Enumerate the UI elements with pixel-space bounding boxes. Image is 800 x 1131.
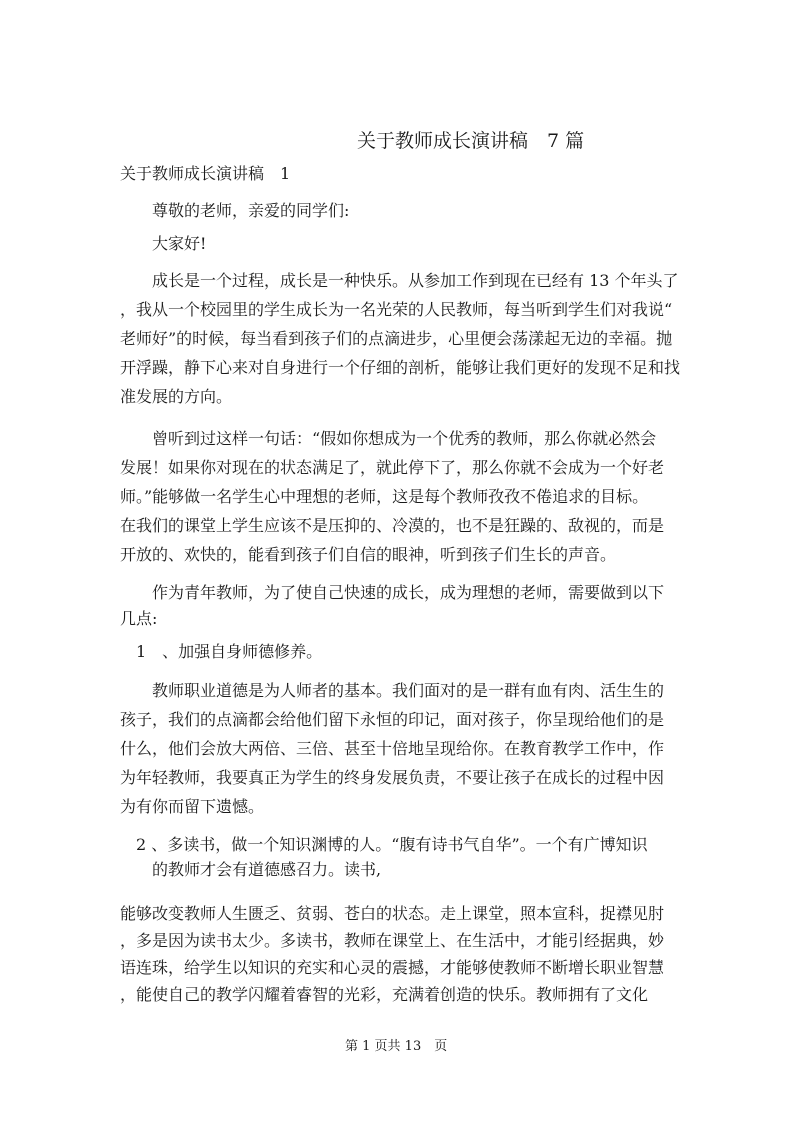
paragraph-3-line: 作为青年教师，为了使自己快速的成长，成为理想的老师，需要做到以下 <box>152 583 665 602</box>
paragraph-4-line: 为有你而留下遗憾。 <box>120 797 265 816</box>
paragraph-4-line: 什么，他们会放大两倍、三倍、甚至十倍地呈现给你。在教育教学工作中，作 <box>120 739 665 758</box>
list-item-1: 1 、加强自身师德修养。 <box>136 642 323 661</box>
paragraph-1-line: 成长是一个过程，成长是一种快乐。从参加工作到现在已经有 13 个年头了 <box>152 271 679 290</box>
paragraph-1-line: 开浮躁，静下心来对自身进行一个仔细的剖析，能够让我们更好的发现不足和找 <box>120 358 681 377</box>
paragraph-4-line: 教师职业道德是为人师者的基本。我们面对的是一群有血有肉、活生生的 <box>152 681 665 700</box>
paragraph-2-line: 曾听到过这样一句话：“假如你想成为一个优秀的教师，那么你就必然会 <box>152 429 657 448</box>
paragraph-5-line: 能够改变教师人生匮乏、贫弱、苍白的状态。走上课堂，照本宣科，捉襟见肘 <box>120 904 665 923</box>
page-footer: 第 1 页共 13 页 <box>345 1039 448 1054</box>
section-heading: 关于教师成长演讲稿 1 <box>120 164 291 183</box>
paragraph-1-line: 老师好”的时候，每当看到孩子们的点滴进步，心里便会荡漾起无边的幸福。抛 <box>120 329 673 348</box>
salutation: 尊敬的老师，亲爱的同学们: <box>152 201 350 220</box>
paragraph-3-line: 几点: <box>120 609 158 628</box>
greeting: 大家好! <box>152 234 207 253</box>
paragraph-2-line: 发展！如果你对现在的状态满足了，就此停下了，那么你就不会成为一个好老 <box>120 458 665 477</box>
paragraph-5-line: ，能使自己的教学闪耀着睿智的光彩，充满着创造的快乐。教师拥有了文化 <box>120 985 649 1004</box>
paragraph-4-line: 为年轻教师，我要真正为学生的终身发展负责，不要让孩子在成长的过程中因 <box>120 768 665 787</box>
paragraph-5-line: 语连珠，给学生以知识的充实和心灵的震撼，才能够使教师不断增长职业智慧 <box>120 958 665 977</box>
document-title: 关于教师成长演讲稿 7 篇 <box>357 130 585 152</box>
list-item-2-line: 的教师才会有道德感召力。读书, <box>152 860 382 879</box>
paragraph-2-line: 开放的、欢快的，能看到孩子们自信的眼神，听到孩子们生长的声音。 <box>120 545 617 564</box>
paragraph-5-line: ，多是因为读书太少。多读书，教师在课堂上、在生活中，才能引经据典，妙 <box>120 931 665 950</box>
paragraph-4-line: 孩子，我们的点滴都会给他们留下永恒的印记，面对孩子，你呈现给他们的是 <box>120 710 665 729</box>
paragraph-2-line: 师。”能够做一名学生心中理想的老师，这是每个教师孜孜不倦追求的目标。 <box>120 487 649 506</box>
list-item-2-line: 2 、多读书，做一个知识渊博的人。“腹有诗书气自华”。一个有广博知识 <box>136 835 648 854</box>
paragraph-1-line: ，我从一个校园里的学生成长为一名光荣的人民教师，每当听到学生们对我说“ <box>120 300 673 319</box>
paragraph-2-line: 在我们的课堂上学生应该不是压抑的、冷漠的，也不是狂躁的、敌视的，而是 <box>120 516 665 535</box>
paragraph-1-line: 准发展的方向。 <box>120 387 233 406</box>
